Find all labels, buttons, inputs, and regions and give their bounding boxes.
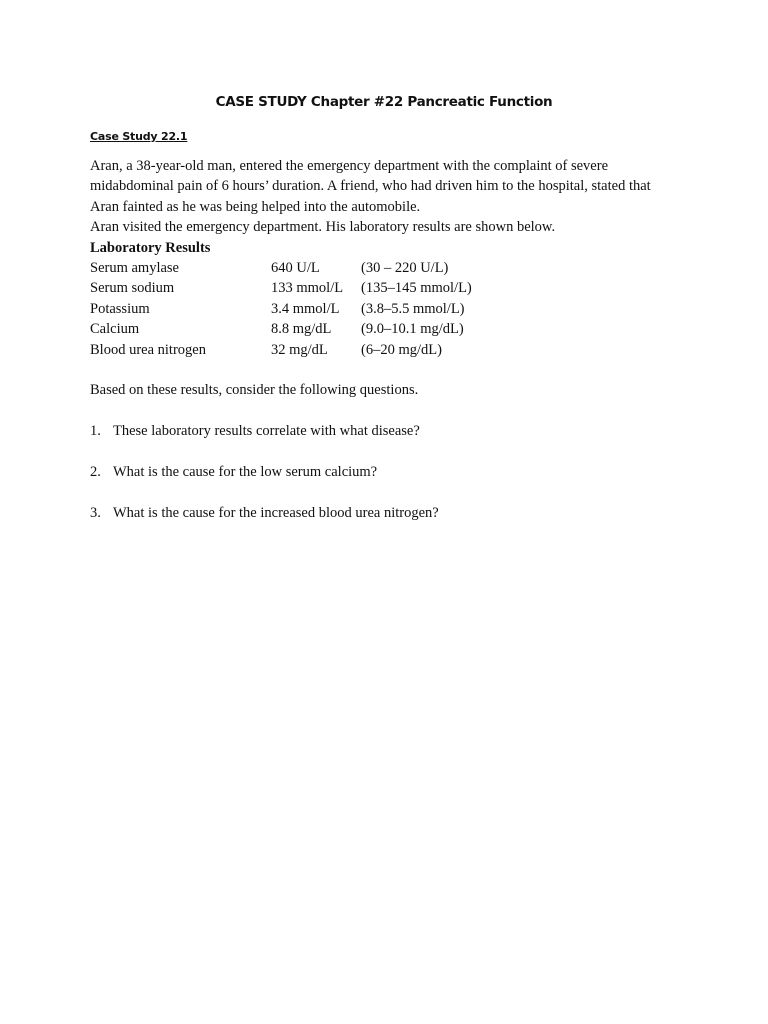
question-number: 3.	[90, 504, 101, 521]
case-body	[90, 156, 710, 544]
case-study-subtitle: Case Study 22.1	[90, 130, 188, 143]
lab-test-reference: (3.8–5.5 mmol/L)	[361, 300, 465, 317]
lab-test-reference: (135–145 mmol/L)	[361, 280, 472, 297]
intro-line: midabdominal pain of 6 hours’ duration. A friend, who had driven him to the hospital, stated that	[90, 178, 651, 195]
table-row	[90, 319, 511, 339]
lab-test-reference: (6–20 mg/dL)	[361, 341, 442, 358]
intro-line: Aran fainted as he was being helped into the automobile.	[90, 198, 421, 215]
questions-prompt: Based on these results, consider the following questions.	[90, 382, 419, 399]
intro-line: Aran, a 38-year-old man, entered the emergency department with the complaint of severe	[90, 158, 609, 174]
list-item	[90, 503, 710, 523]
table-row	[90, 258, 511, 278]
blank-line	[90, 401, 710, 421]
lab-results-heading: Laboratory Results	[90, 239, 211, 256]
table-row	[90, 278, 511, 298]
lab-test-reference: (9.0–10.1 mg/dL)	[361, 321, 464, 338]
question-number: 1.	[90, 423, 101, 440]
lab-test-name: Calcium	[90, 321, 140, 338]
intro-line: Aran visited the emergency department. His laboratory results are shown below.	[90, 219, 556, 236]
lab-results-table	[90, 258, 511, 360]
list-item	[90, 421, 710, 441]
lab-test-value: 640 U/L	[271, 260, 320, 277]
lab-test-name: Serum amylase	[90, 260, 179, 277]
question-text: What is the cause for the increased blood urea nitrogen?	[113, 504, 439, 521]
lab-test-name: Blood urea nitrogen	[90, 341, 206, 358]
lab-test-reference: (30 – 220 U/L)	[361, 260, 449, 277]
list-item	[90, 462, 710, 482]
question-list	[90, 421, 710, 523]
lab-test-value: 133 mmol/L	[271, 280, 344, 297]
lab-test-name: Serum sodium	[90, 280, 175, 297]
question-number: 2.	[90, 464, 101, 481]
question-text: These laboratory results correlate with what disease?	[113, 423, 420, 440]
document-title: CASE STUDY Chapter #22 Pancreatic Function	[215, 94, 553, 110]
table-row	[90, 340, 511, 360]
question-text: What is the cause for the low serum calcium?	[113, 464, 378, 481]
blank-line	[90, 360, 710, 380]
lab-test-value: 8.8 mg/dL	[271, 321, 332, 338]
lab-test-value: 3.4 mmol/L	[271, 300, 340, 317]
table-row	[90, 299, 511, 319]
lab-test-value: 32 mg/dL	[271, 341, 328, 358]
lab-test-name: Potassium	[90, 300, 150, 317]
